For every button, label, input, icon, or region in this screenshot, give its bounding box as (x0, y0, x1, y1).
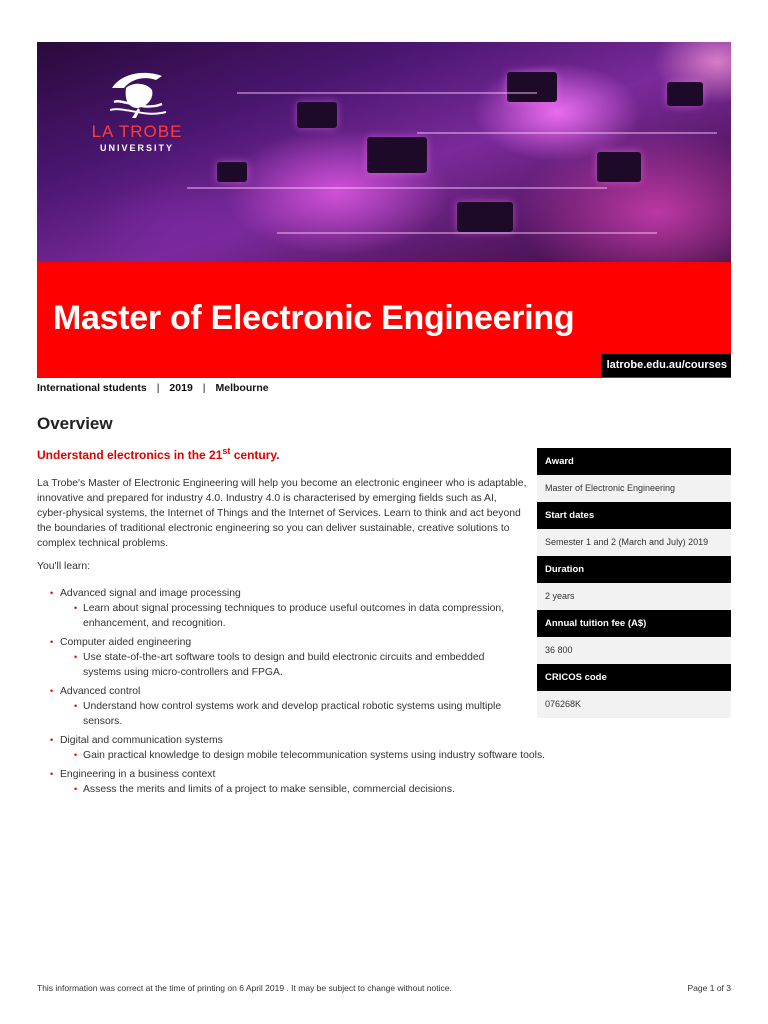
page-number: Page 1 of 3 (687, 983, 731, 993)
learn-intro: You'll learn: (37, 561, 91, 572)
courses-url-link[interactable]: latrobe.edu.au/courses (601, 354, 731, 377)
page-title: Master of Electronic Engineering (53, 299, 575, 337)
header-banner-image (37, 42, 731, 262)
meta-audience: International students (37, 382, 147, 394)
topic-item: • Digital and communication systems (50, 733, 570, 748)
logo-subtitle: UNIVERSITY (99, 143, 174, 153)
overview-heading: Overview (37, 414, 113, 433)
topic-detail: • Use state-of-the-art software tools to design and build electronic circuits and embedded systems using micro-controllers and FPGA. (50, 650, 520, 680)
topic-item: • Advanced control (50, 684, 570, 699)
fact-value-award: Master of Electronic Engineering (537, 475, 731, 502)
circuit-trace (277, 232, 657, 234)
la-trobe-logo (77, 68, 197, 153)
topic-detail: • Understand how control systems work and develop practical robotic systems using multiple sensors. (50, 699, 520, 729)
overview-intro: La Trobe's Master of Electronic Engineering will help you become an electronic engineer who is adaptable, innovative and prepared for industry 4.0. Industry 4.0 is characterised by emerging fields such as AI, cyber-physical systems, the Internet of Things and the Internet of Services. Learn to think and act beyond the boundaries of traditional electronic engineering so you can deliver sustainable, creative solutions to complex technical problems. (37, 478, 527, 549)
topic-detail: • Learn about signal processing techniques to produce useful outcomes in data compression, enhancement, and recognition. (50, 601, 520, 631)
pelican-icon (102, 68, 172, 120)
meta-year: 2019 (169, 382, 193, 394)
overview-tagline (37, 448, 280, 462)
tagline-text: Understand electronics in the 21 (37, 448, 223, 462)
course-facts-table (537, 448, 731, 718)
meta-separator: | (156, 382, 160, 394)
topic-item: • Computer aided engineering (50, 635, 570, 650)
title-band (37, 262, 731, 378)
circuit-chip (457, 202, 513, 232)
topic-detail: • Assess the merits and limits of a project to make sensible, commercial decisions. (50, 782, 570, 797)
circuit-chip (597, 152, 641, 182)
circuit-trace (417, 132, 717, 134)
logo-wordmark: LA TROBE (91, 122, 183, 141)
circuit-chip (217, 162, 247, 182)
fact-value-tuition: 36 800 (537, 637, 731, 664)
circuit-chip (667, 82, 703, 106)
tagline-superscript: st (222, 446, 231, 456)
fact-label-cricos: CRICOS code (537, 664, 731, 691)
meta-campus: Melbourne (215, 382, 269, 394)
topic-item: • Engineering in a business context (50, 767, 570, 782)
learning-topics-list (50, 586, 570, 801)
circuit-chip (507, 72, 557, 102)
fact-label-award: Award (537, 448, 731, 475)
circuit-chip (367, 137, 427, 173)
circuit-trace (187, 187, 607, 189)
fact-value-start-dates: Semester 1 and 2 (March and July) 2019 (537, 529, 731, 556)
fact-label-start-dates: Start dates (537, 502, 731, 529)
circuit-chip (297, 102, 337, 128)
fact-label-tuition: Annual tuition fee (A$) (537, 610, 731, 637)
topic-detail: • Gain practical knowledge to design mobile telecommunication systems using industry software tools. (50, 748, 570, 763)
topic-item: • Advanced signal and image processing (50, 586, 570, 601)
fact-value-cricos: 076268K (537, 691, 731, 718)
meta-separator: | (202, 382, 206, 394)
tagline-end: century. (230, 448, 280, 462)
footer-disclaimer: This information was correct at the time of printing on 6 April 2019 . It may be subject to change without notice. (37, 983, 452, 993)
fact-label-duration: Duration (537, 556, 731, 583)
fact-value-duration: 2 years (537, 583, 731, 610)
course-meta (37, 382, 269, 394)
circuit-trace (237, 92, 537, 94)
